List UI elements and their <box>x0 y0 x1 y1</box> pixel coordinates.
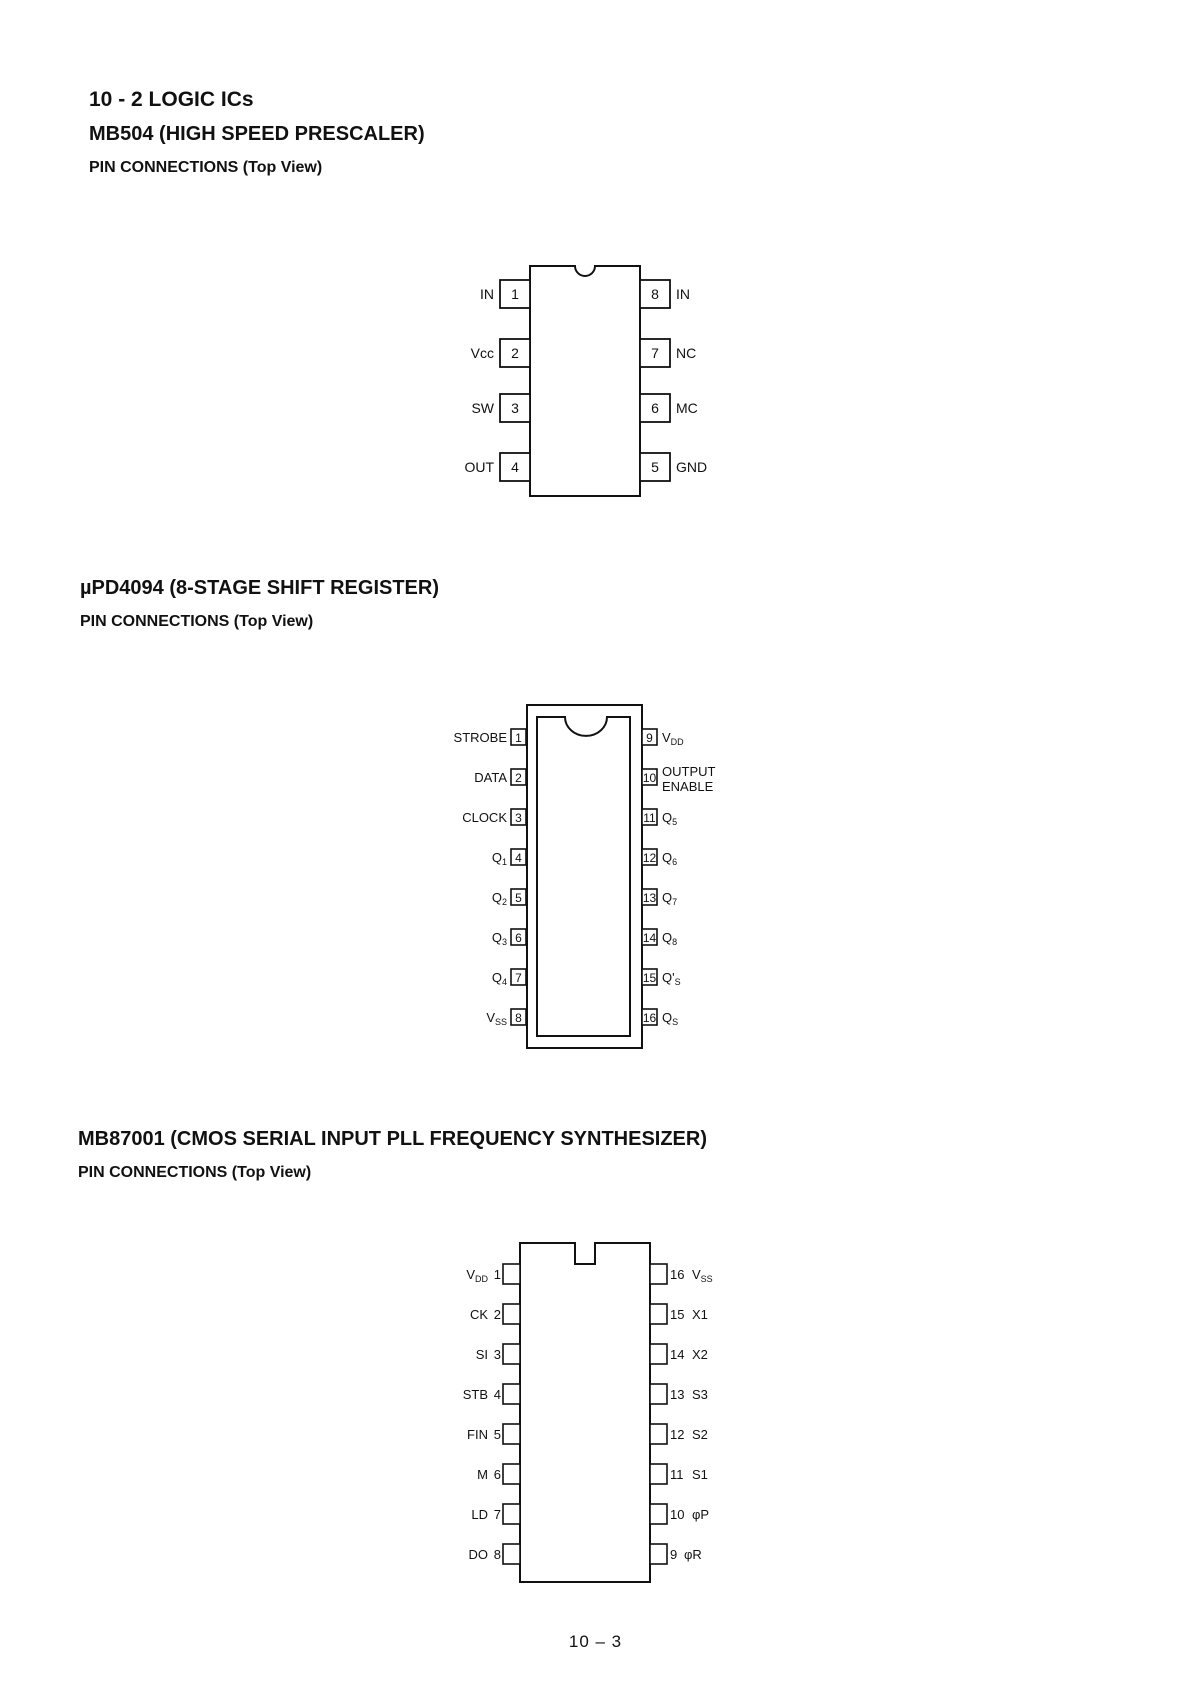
pin-label: $Q_3$ <box>491 930 507 947</box>
pin-label: S1 <box>692 1467 708 1482</box>
pin-number: 15 <box>642 971 657 985</box>
pin-label: $Q_5$ <box>662 810 678 827</box>
pin-label: $Q_6$ <box>662 850 678 867</box>
ic-title-mb87001: MB87001 (CMOS SERIAL INPUT PLL FREQUENCY SYNTHESIZER) <box>78 1128 707 1150</box>
pin-label: CLOCK <box>462 810 507 825</box>
pin-box <box>650 1424 667 1444</box>
pin-number: 8 <box>651 286 659 302</box>
ic-subtitle-mb87001: PIN CONNECTIONS (Top View) <box>78 1164 312 1181</box>
pin-number: 1 <box>515 731 522 745</box>
pin-number: 13 <box>642 891 657 905</box>
ic-title-upd4094: µPD4094 (8-STAGE SHIFT REGISTER) <box>80 577 439 599</box>
pin-label: FIN <box>467 1427 488 1442</box>
pin-label: S3 <box>692 1387 708 1402</box>
pin-number: 8 <box>493 1547 501 1562</box>
pin-box <box>650 1264 667 1284</box>
pin-number: 10 <box>642 771 657 785</box>
pin-number: 11 <box>643 811 656 825</box>
pin-label: $Q_2$ <box>491 890 507 907</box>
pin-number: 10 <box>670 1507 685 1522</box>
pin-number: 2 <box>493 1307 501 1322</box>
section-title: 10 - 2 LOGIC ICs <box>89 88 254 111</box>
pin-box <box>503 1464 520 1484</box>
pin-number: 14 <box>642 931 657 945</box>
pin-label: IN <box>676 286 690 302</box>
pin-label: Vcc <box>470 345 494 361</box>
pin-number: 6 <box>515 931 522 945</box>
pin-number: 6 <box>651 400 659 416</box>
pin-box <box>650 1304 667 1324</box>
pin-number: 7 <box>515 971 522 985</box>
chip-body-inner <box>537 717 630 1036</box>
pin-box <box>650 1504 667 1524</box>
pin-number: 3 <box>493 1347 501 1362</box>
pin-label: STROBE <box>453 730 507 745</box>
pin-box <box>650 1384 667 1404</box>
pin-label: OUTPUT <box>662 764 716 779</box>
pin-number: 4 <box>493 1387 501 1402</box>
pin-label: DATA <box>474 770 507 785</box>
pin-label: NC <box>676 345 697 361</box>
ic-subtitle-upd4094: PIN CONNECTIONS (Top View) <box>80 613 314 630</box>
pin-box <box>650 1464 667 1484</box>
pin-box <box>650 1544 667 1564</box>
pin-label: $V_{SS}$ <box>486 1010 507 1027</box>
pin-label: $Q_7$ <box>662 890 678 907</box>
mb87001-chip <box>463 1243 713 1582</box>
pin-number: 2 <box>515 771 522 785</box>
pin-number: 4 <box>511 459 519 475</box>
pin-label: S2 <box>692 1427 708 1442</box>
pin-label: φR <box>684 1547 702 1562</box>
pin-number: 7 <box>651 345 659 361</box>
pin-box <box>503 1424 520 1444</box>
pin-number: 12 <box>642 851 657 865</box>
pin-number: 5 <box>515 891 522 905</box>
pin-number: 7 <box>493 1507 501 1522</box>
pin-label: $Q_4$ <box>491 970 507 987</box>
pin-box <box>503 1504 520 1524</box>
pin-box <box>503 1544 520 1564</box>
pin-label: M <box>477 1467 488 1482</box>
pin-box <box>503 1304 520 1324</box>
pin-box <box>503 1384 520 1404</box>
pin-label: $Q_8$ <box>662 930 678 947</box>
pin-label: STB <box>462 1387 488 1402</box>
upd4094-chip <box>454 705 716 1048</box>
page-number: 10 – 3 <box>568 1632 623 1651</box>
pin-label: LD <box>471 1507 488 1522</box>
pin-label: OUT <box>464 459 494 475</box>
pin-label: $Q'_S$ <box>662 970 681 987</box>
pin-number: 9 <box>670 1547 678 1562</box>
pin-label: DO <box>468 1547 488 1562</box>
pin-box <box>503 1264 520 1284</box>
chip-body <box>530 266 640 496</box>
pin-label: MC <box>676 400 698 416</box>
pin-number: 3 <box>515 811 522 825</box>
pin-label: IN <box>480 286 494 302</box>
pin-number: 6 <box>493 1467 501 1482</box>
ic-subtitle-mb504: PIN CONNECTIONS (Top View) <box>89 159 323 176</box>
pin-label: X1 <box>692 1307 708 1322</box>
pin-label: GND <box>676 459 708 475</box>
pin-number: 4 <box>515 851 522 865</box>
pin-number: 1 <box>493 1267 501 1282</box>
chip-body <box>520 1243 650 1582</box>
pin-number: 9 <box>646 731 653 745</box>
pin-number: 11 <box>670 1467 684 1482</box>
pin-box <box>650 1344 667 1364</box>
pin-label: $V_{DD}$ <box>466 1267 488 1284</box>
pin-label: CK <box>469 1307 488 1322</box>
pin-box <box>503 1344 520 1364</box>
pin-label: X2 <box>692 1347 708 1362</box>
ic-title-mb504: MB504 (HIGH SPEED PRESCALER) <box>89 123 425 145</box>
pin-number: 3 <box>511 400 519 416</box>
pin-number: 8 <box>515 1011 522 1025</box>
pin-label-line2: ENABLE <box>662 779 714 794</box>
pin-number: 1 <box>511 286 519 302</box>
pin-label: $Q_1$ <box>491 850 507 867</box>
pin-number: 5 <box>651 459 659 475</box>
pin-number: 2 <box>511 345 519 361</box>
pin-number: 15 <box>670 1307 685 1322</box>
pin-label: $Q_S$ <box>662 1010 679 1027</box>
pin-number: 12 <box>670 1427 685 1442</box>
pin-label: SI <box>475 1347 488 1362</box>
mb504-chip <box>464 266 707 496</box>
chip-body-outer <box>527 705 642 1048</box>
pin-number: 5 <box>493 1427 501 1442</box>
pin-number: 14 <box>670 1347 685 1362</box>
pin-label: φP <box>692 1507 710 1522</box>
pin-label: $V_{DD}$ <box>662 730 684 747</box>
pin-number: 16 <box>670 1267 685 1282</box>
pin-label: $V_{SS}$ <box>692 1267 713 1284</box>
pin-label: SW <box>471 400 494 416</box>
pin-number: 16 <box>642 1011 657 1025</box>
pin-number: 13 <box>670 1387 685 1402</box>
